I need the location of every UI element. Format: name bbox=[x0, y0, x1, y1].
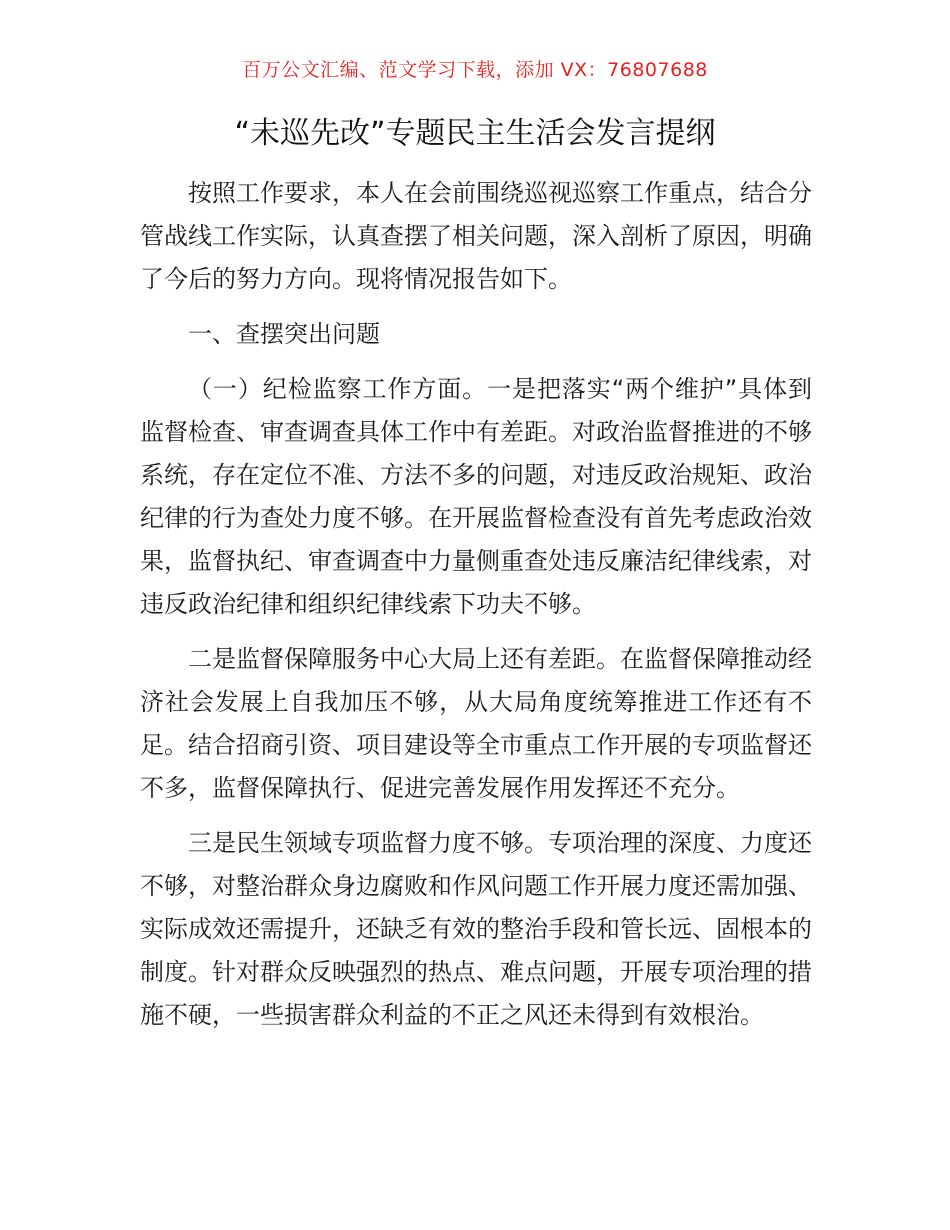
section-heading: 一、查摆突出问题 bbox=[188, 320, 380, 348]
paragraph-item-2: 二是监督保障服务中心大局上还有差距。在监督保障推动经济社会发展上自我加压不够，从大局角度统筹推进工作还有不足。结合招商引资、项目建设等全市重点工作开展的专项监督还不多，监督保障执行、促进完善发展作用发挥还不充分。 bbox=[140, 645, 812, 802]
watermark-banner: 百万公文汇编、范文学习下载，添加 VX：76807688 bbox=[242, 59, 708, 81]
paragraph-item-1: （一）纪检监察工作方面。一是把落实“两个维护”具体到监督检查、审查调查具体工作中有差距。对政治监督推进的不够系统，存在定位不准、方法不多的问题，对违反政治规矩、政治纪律的行为查处力度不够。在开展监督检查没有首先考虑政治效果，监督执纪、审查调查中力量侧重查处违反廉洁纪律线索，对违反政治纪律和组织纪律线索下功夫不够。 bbox=[140, 375, 812, 618]
paragraph-item-3: 三是民生领域专项监督力度不够。专项治理的深度、力度还不够，对整治群众身边腐败和作风问题工作开展力度还需加强、实际成效还需提升，还缺乏有效的整治手段和管长远、固根本的制度。针对群众反映强烈的热点、难点问题，开展专项治理的措施不硬，一些损害群众利益的不正之风还未得到有效根治。 bbox=[140, 829, 812, 1029]
document-title: “未巡先改”专题民主生活会发言提纲 bbox=[234, 116, 716, 151]
document-body bbox=[140, 172, 812, 1049]
intro-paragraph: 按照工作要求，本人在会前围绕巡视巡察工作重点，结合分管战线工作实际，认真查摆了相关问题，深入剖析了原因，明确了今后的努力方向。现将情况报告如下。 bbox=[140, 179, 812, 293]
